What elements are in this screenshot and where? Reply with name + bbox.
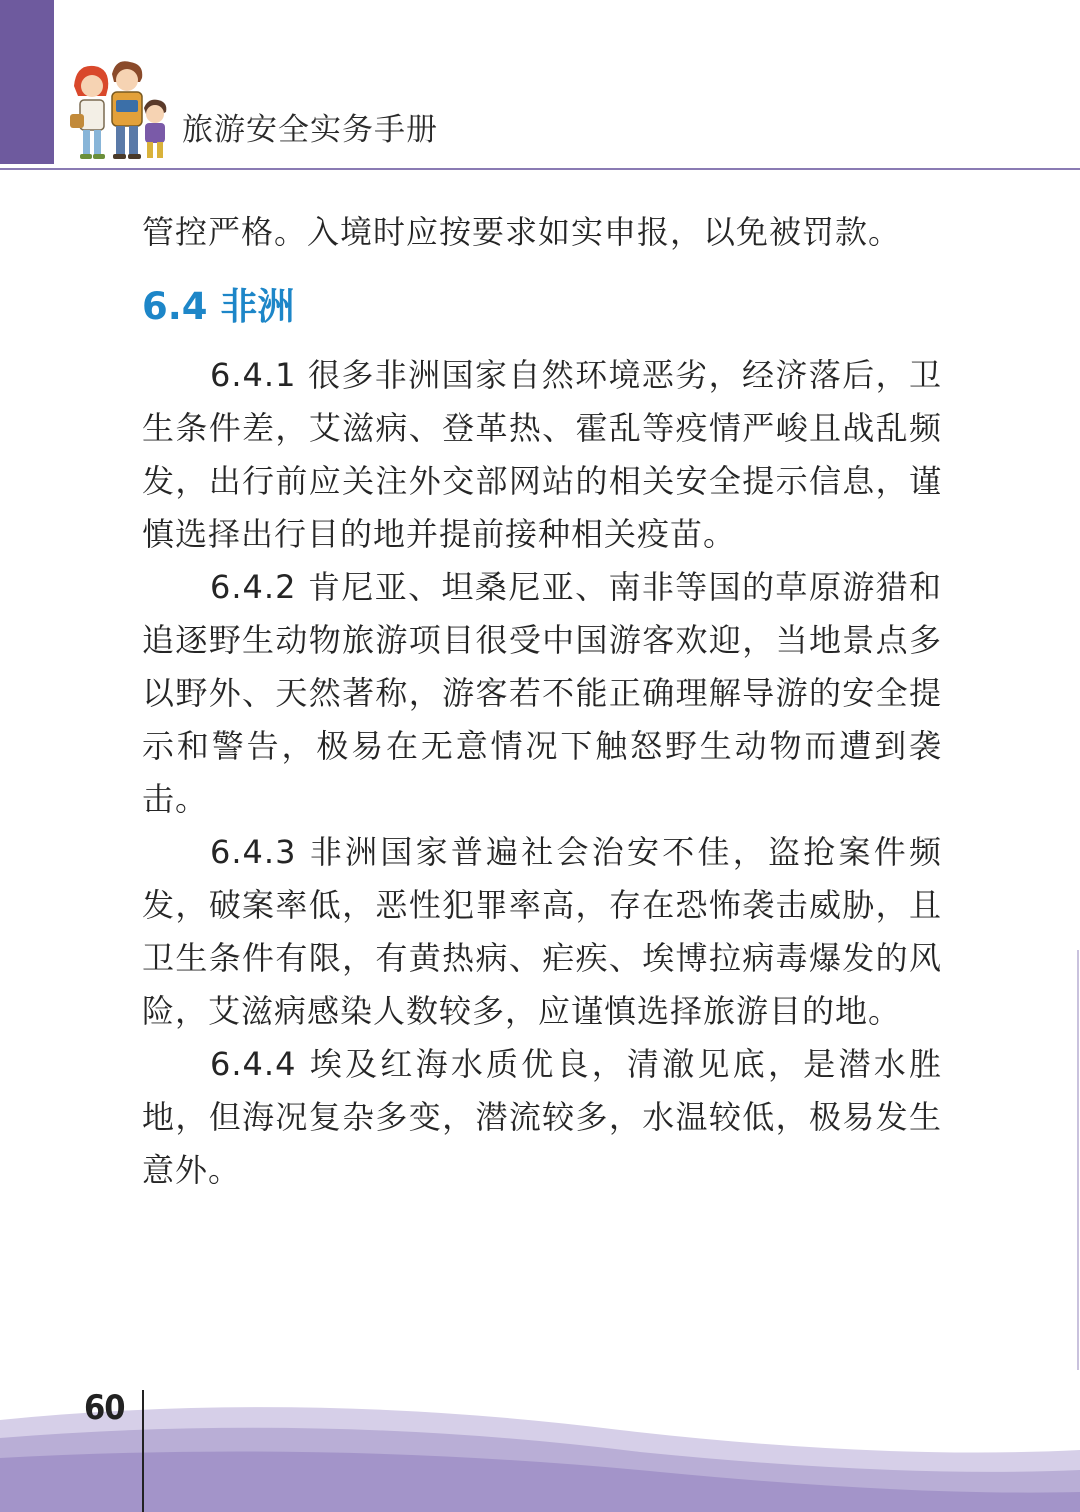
book-title: 旅游安全实务手册 xyxy=(182,112,438,148)
page-number: 60 xyxy=(84,1388,125,1428)
paragraph-6-4-3: 6.4.3 非洲国家普遍社会治安不佳，盗抢案件频发，破案率低，恶性犯罪率高，存在恐怖袭击威胁，且卫生条件有限，有黄热病、疟疾、埃博拉病毒爆发的风险，艾滋病感染人数较多，应谨慎选择旅游目的地。 xyxy=(142,833,942,1030)
header-accent-bar xyxy=(0,0,54,164)
paragraph-6-4-1: 6.4.1 很多非洲国家自然环境恶劣，经济落后，卫生条件差，艾滋病、登革热、霍乱等疫情严峻且战乱频发，出行前应关注外交部网站的相关安全提示信息，谨慎选择出行目的地并提前接种相关疫苗。 xyxy=(142,356,942,553)
family-travelers-icon xyxy=(66,56,174,164)
right-edge-decoration xyxy=(1077,950,1079,1370)
page-footer xyxy=(0,1360,1080,1512)
page-header xyxy=(0,0,1080,172)
page-content xyxy=(142,206,942,1197)
footer-wave-decoration xyxy=(0,1360,1080,1512)
paragraph-6-4-2: 6.4.2 肯尼亚、坦桑尼亚、南非等国的草原游猎和追逐野生动物旅游项目很受中国游客欢迎，当地景点多以野外、天然著称，游客若不能正确理解导游的安全提示和警告，极易在无意情况下触怒野生动物而遭到袭击。 xyxy=(142,568,942,818)
paragraph-6-4-4: 6.4.4 埃及红海水质优良，清澈见底，是潜水胜地，但海况复杂多变，潜流较多，水温较低，极易发生意外。 xyxy=(142,1045,942,1189)
header-divider xyxy=(0,168,1080,170)
continuation-paragraph: 管控严格。入境时应按要求如实申报，以免被罚款。 xyxy=(142,213,902,251)
section-heading: 6.4 非洲 xyxy=(142,285,295,328)
footer-divider xyxy=(142,1390,144,1512)
